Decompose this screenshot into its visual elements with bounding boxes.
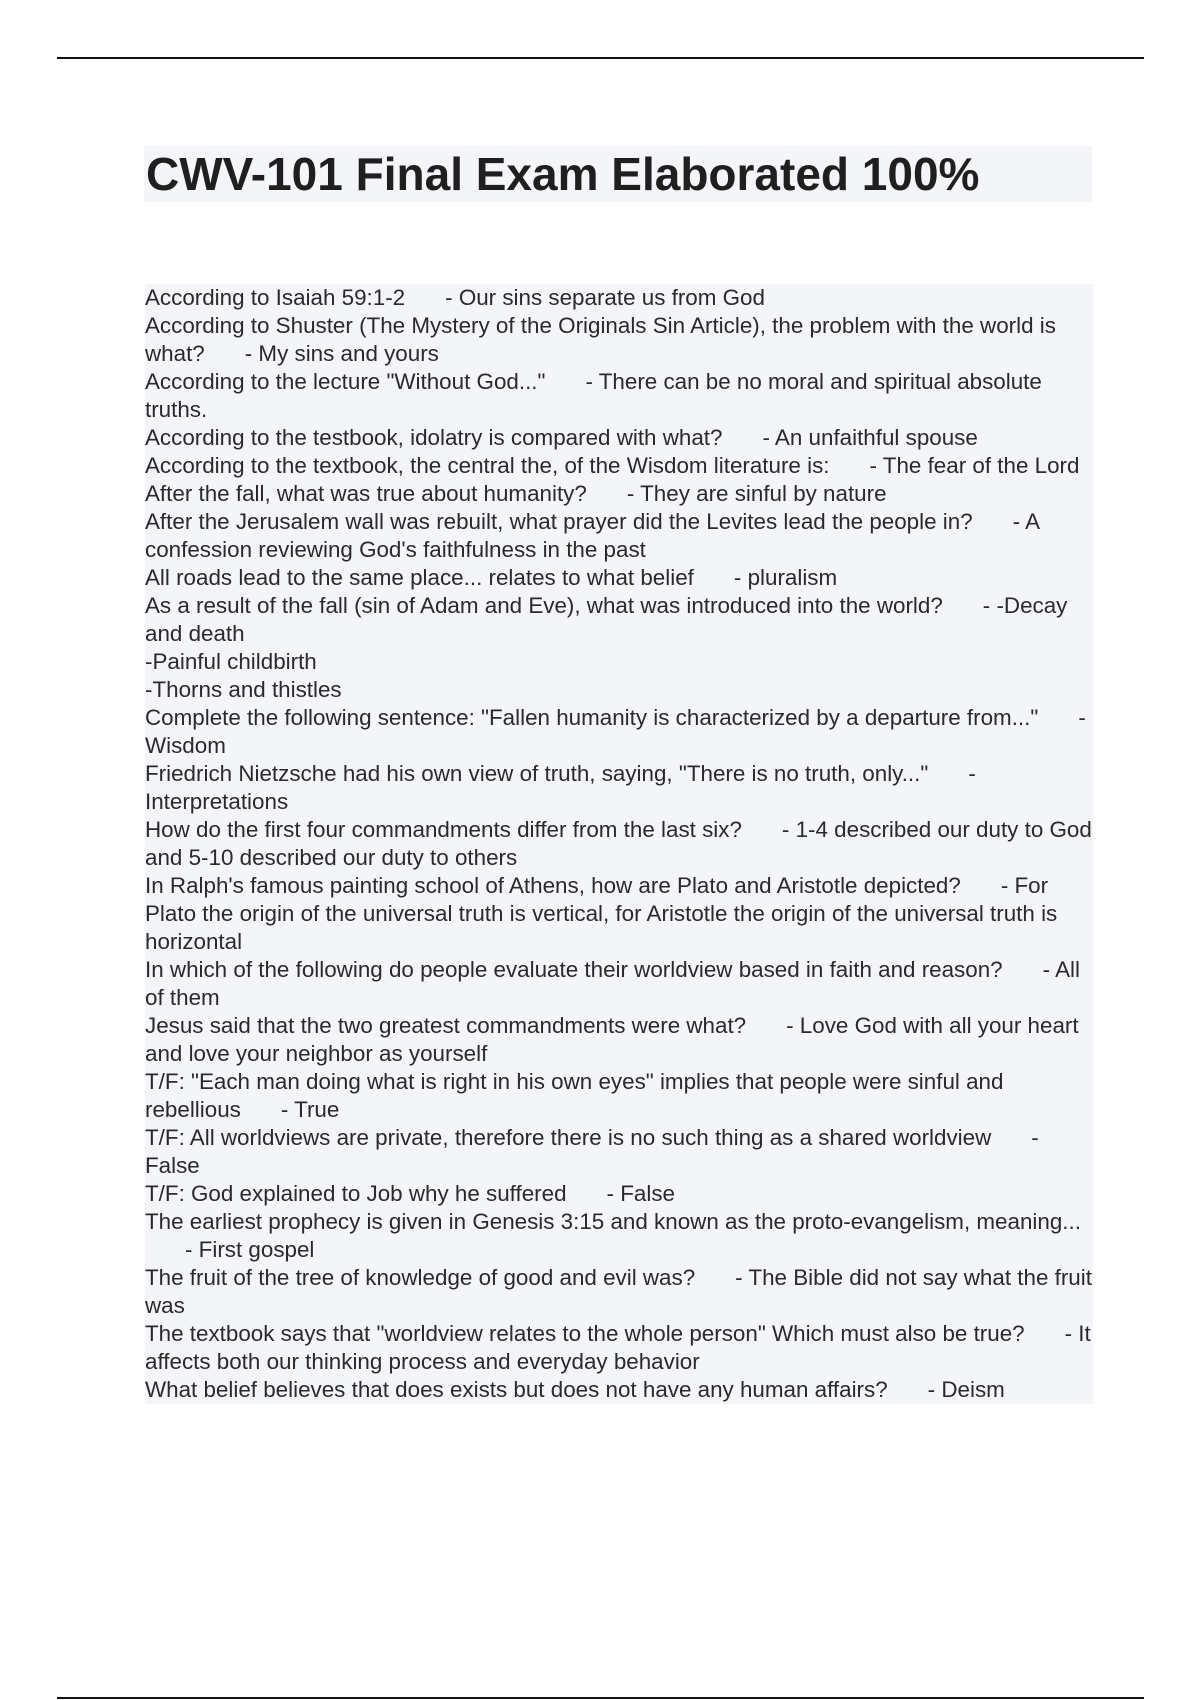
list-item — [145, 452, 1093, 480]
list-item — [145, 872, 1093, 956]
list-item — [145, 480, 1093, 508]
list-item — [145, 704, 1093, 760]
answer-text: - The Bible did not say what the fruit was — [145, 1265, 1092, 1318]
list-item — [145, 1012, 1093, 1068]
question-text: After the Jerusalem wall was rebuilt, what prayer did the Levites lead the people in? — [145, 509, 973, 534]
question-text: Jesus said that the two greatest commandments were what? — [145, 1013, 747, 1038]
question-text: All roads lead to the same place... relates to what belief — [145, 565, 694, 590]
question-text: In which of the following do people evaluate their worldview based in faith and reason? — [145, 957, 1003, 982]
answer-text: - For Plato the origin of the universal truth is vertical, for Aristotle the origin of the universal truth is horizontal — [145, 873, 1058, 954]
question-text: After the fall, what was true about humanity? — [145, 481, 587, 506]
question-text: According to the textbook, the central the, of the Wisdom literature is: — [145, 453, 830, 478]
answer-text: - pluralism — [733, 565, 838, 590]
question-text: The earliest prophecy is given in Genesis 3:15 and known as the proto-evangelism, meaning... — [145, 1209, 1081, 1234]
answer-text: - Deism — [927, 1377, 1005, 1402]
question-text: According to Isaiah 59:1-2 — [145, 285, 406, 310]
list-item — [145, 508, 1093, 564]
list-item — [145, 816, 1093, 872]
answer-text: - All of them — [145, 957, 1080, 1010]
question-text: T/F: "Each man doing what is right in his own eyes" implies that people were sinful and rebellious — [145, 1069, 1004, 1122]
list-item — [145, 284, 1093, 312]
question-text: Friedrich Nietzsche had his own view of truth, saying, "There is no truth, only..." — [145, 761, 929, 786]
answer-text: - Interpretations — [145, 761, 976, 814]
list-item — [145, 564, 1093, 592]
question-text: What belief believes that does exists but does not have any human affairs? — [145, 1377, 888, 1402]
answer-text: - Our sins separate us from God — [445, 285, 765, 310]
list-item — [145, 1208, 1093, 1264]
answer-text: - They are sinful by nature — [626, 481, 887, 506]
question-text: The fruit of the tree of knowledge of good and evil was? — [145, 1265, 696, 1290]
top-rule — [57, 57, 1144, 59]
answer-text: - An unfaithful spouse — [762, 425, 978, 450]
answer-text: - False — [606, 1181, 675, 1206]
list-item — [145, 956, 1093, 1012]
answer-text: - The fear of the Lord — [869, 453, 1080, 478]
answer-text: - -Decay and death -Painful childbirth -Thorns and thistles — [145, 593, 1068, 702]
list-item — [145, 1264, 1093, 1320]
question-text: The textbook says that "worldview relates to the whole person" Which must also be true? — [145, 1321, 1025, 1346]
list-item — [145, 592, 1093, 704]
answer-text: - My sins and yours — [244, 341, 439, 366]
answer-text: - First gospel — [185, 1237, 315, 1262]
question-text: According to the lecture "Without God..." — [145, 369, 546, 394]
question-text: According to the testbook, idolatry is compared with what? — [145, 425, 723, 450]
list-item — [145, 424, 1093, 452]
list-item — [145, 1124, 1093, 1180]
question-text: How do the first four commandments differ from the last six? — [145, 817, 742, 842]
list-item — [145, 760, 1093, 816]
answer-text: - It affects both our thinking process and everyday behavior — [145, 1321, 1091, 1374]
list-item — [145, 1068, 1093, 1124]
page-title: CWV-101 Final Exam Elaborated 100% — [146, 148, 980, 200]
list-item — [145, 1376, 1093, 1404]
list-item — [145, 312, 1093, 368]
answer-text: - 1-4 described our duty to God and 5-10 described our duty to others — [145, 817, 1092, 870]
answer-text: - Wisdom — [145, 705, 1086, 758]
question-text: In Ralph's famous painting school of Athens, how are Plato and Aristotle depicted? — [145, 873, 961, 898]
question-text: T/F: All worldviews are private, therefore there is no such thing as a shared worldview — [145, 1125, 992, 1150]
question-answer-list — [145, 284, 1093, 1404]
answer-text: - False — [145, 1125, 1039, 1178]
question-text: As a result of the fall (sin of Adam and Eve), what was introduced into the world? — [145, 593, 943, 618]
bottom-rule — [57, 1697, 1144, 1699]
answer-text: - Love God with all your heart and love your neighbor as yourself — [145, 1013, 1079, 1066]
list-item — [145, 368, 1093, 424]
question-text: According to Shuster (The Mystery of the Originals Sin Article), the problem with the world is what? — [145, 313, 1056, 366]
answer-text: - A confession reviewing God's faithfulness in the past — [145, 509, 1039, 562]
answer-text: - There can be no moral and spiritual absolute truths. — [145, 369, 1042, 422]
list-item — [145, 1180, 1093, 1208]
list-item — [145, 1320, 1093, 1376]
answer-text: - True — [280, 1097, 340, 1122]
question-text: Complete the following sentence: "Fallen humanity is characterized by a departure from..." — [145, 705, 1039, 730]
question-text: T/F: God explained to Job why he suffered — [145, 1181, 567, 1206]
